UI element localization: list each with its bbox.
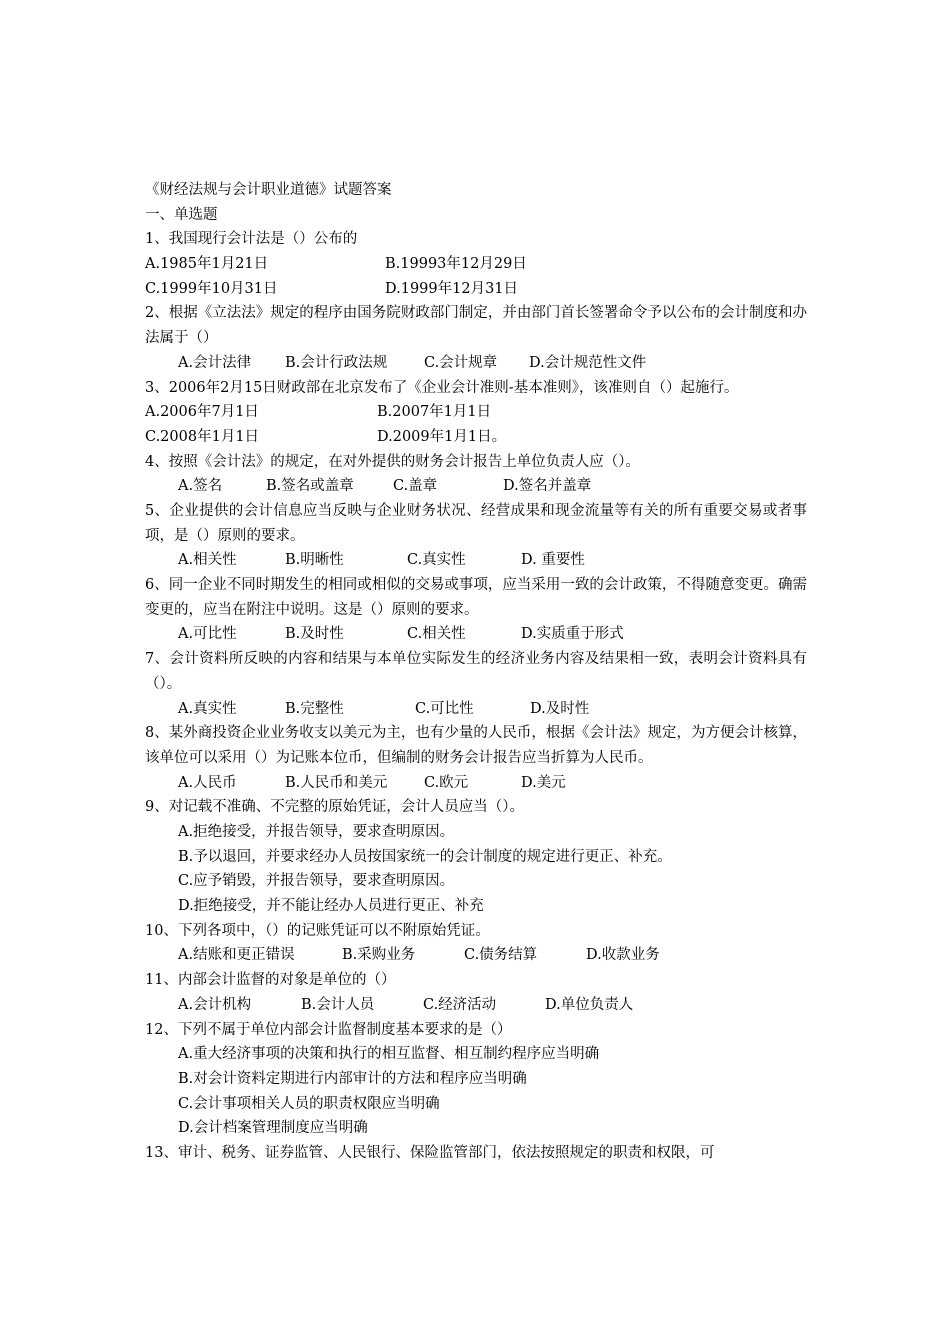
q7-option-a: A.真实性 <box>178 700 237 717</box>
question-1-options-row2 <box>145 277 807 302</box>
question-5-stem: 5、企业提供的会计信息应当反映与企业财务状况、经营成果和现金流量等有关的所有重要交易或者事项，是（）原则的要求。 <box>145 502 807 544</box>
q2-option-a: A.会计法律 <box>178 354 252 371</box>
q10-option-a: A.结账和更正错误 <box>178 947 295 964</box>
q8-option-d: D.美元 <box>521 774 566 791</box>
q12-option-c: C.会计事项相关人员的职责权限应当明确 <box>178 1095 440 1112</box>
q9-option-d: D.拒绝接受，并不能让经办人员进行更正、补充 <box>178 898 484 915</box>
q8-option-a: A.人民币 <box>178 774 237 791</box>
question-13-stem: 13、审计、税务、证券监管、人民银行、保险监管部门，依法按照规定的职责和权限，可 <box>145 1144 715 1161</box>
question-11-options <box>145 993 807 1018</box>
question-4-stem: 4、按照《会计法》的规定，在对外提供的财务会计报告上单位负责人应（）。 <box>145 453 640 470</box>
q8-option-c: C.欧元 <box>424 774 469 791</box>
question-5-options <box>145 548 807 573</box>
question-3-stem: 3、2006年2月15日财政部在北京发布了《企业会计准则-基本准则》，该准则自（）起施行。 <box>145 379 739 396</box>
question-11-stem: 11、内部会计监督的对象是单位的（） <box>145 972 396 989</box>
q6-option-c: C.相关性 <box>407 626 466 643</box>
q1-option-d: D.1999年12月31日 <box>385 280 519 297</box>
question-4-options <box>145 474 807 499</box>
q8-option-b: B.人民币和美元 <box>285 774 388 791</box>
question-6-stem: 6、同一企业不同时期发生的相同或相似的交易或事项，应当采用一致的会计政策，不得随意变更。确需变更的，应当在附注中说明。这是（）原则的要求。 <box>145 577 807 618</box>
question-9-stem: 9、对记载不准确、不完整的原始凭证，会计人员应当（）。 <box>145 799 524 816</box>
q2-option-d: D.会计规范性文件 <box>529 354 647 371</box>
q1-option-a: A.1985年1月21日 <box>145 256 269 273</box>
q5-option-d: D. 重要性 <box>521 552 585 569</box>
q5-option-c: C.真实性 <box>407 552 466 569</box>
question-1-stem: 1、我国现行会计法是（）公布的 <box>145 231 358 248</box>
q1-option-c: C.1999年10月31日 <box>145 280 278 297</box>
q3-option-b: B.2007年1月1日 <box>377 404 492 421</box>
q12-option-b: B.对会计资料定期进行内部审计的方法和程序应当明确 <box>178 1070 527 1087</box>
doc-title: 《财经法规与会计职业道德》试题答案 <box>145 182 392 198</box>
question-3-options-row1 <box>145 400 807 425</box>
question-6-options <box>145 622 807 647</box>
q4-option-d: D.签名并盖章 <box>503 478 592 495</box>
q1-option-b: B.19993年12月29日 <box>385 256 527 273</box>
q3-option-c: C.2008年1月1日 <box>145 428 260 445</box>
q6-option-a: A.可比性 <box>178 626 237 643</box>
q5-option-a: A.相关性 <box>178 552 237 569</box>
question-2-options <box>145 351 807 376</box>
q6-option-b: B.及时性 <box>285 626 344 643</box>
q9-option-b: B.予以退回，并要求经办人员按国家统一的会计制度的规定进行更正、补充。 <box>178 848 672 865</box>
q9-option-c: C.应予销毁，并报告领导，要求查明原因。 <box>178 873 455 890</box>
question-1-options-row1 <box>145 252 807 277</box>
q12-option-d: D.会计档案管理制度应当明确 <box>178 1120 368 1137</box>
q7-option-b: B.完整性 <box>285 700 344 717</box>
q10-option-c: C.债务结算 <box>464 947 538 964</box>
q11-option-a: A.会计机构 <box>178 996 252 1013</box>
q6-option-d: D.实质重于形式 <box>521 626 624 643</box>
q3-option-d: D.2009年1月1日。 <box>377 428 507 445</box>
q4-option-a: A.签名 <box>178 478 223 495</box>
question-8-stem: 8、某外商投资企业业务收支以美元为主，也有少量的人民币，根据《会计法》规定，为方便会计核算，该单位可以采用（）为记账本位币，但编制的财务会计报告应当折算为人民币。 <box>145 725 807 766</box>
document-body <box>145 178 807 1166</box>
question-8-options <box>145 771 807 796</box>
q10-option-d: D.收款业务 <box>586 947 660 964</box>
q4-option-b: B.签名或盖章 <box>266 478 354 495</box>
q10-option-b: B.采购业务 <box>342 947 416 964</box>
question-10-options <box>145 943 807 968</box>
q7-option-c: C.可比性 <box>415 700 474 717</box>
section-heading: 一、单选题 <box>145 206 218 223</box>
q5-option-b: B.明晰性 <box>285 552 344 569</box>
question-3-options-row2 <box>145 425 807 450</box>
q2-option-c: C.会计规章 <box>424 354 498 371</box>
q4-option-c: C.盖章 <box>393 478 438 495</box>
question-7-options <box>145 697 807 722</box>
question-2-stem: 2、根据《立法法》规定的程序由国务院财政部门制定，并由部门首长签署命令予以公布的会计制度和办法属于（） <box>145 305 807 347</box>
q9-option-a: A.拒绝接受，并报告领导，要求查明原因。 <box>178 824 455 841</box>
q11-option-c: C.经济活动 <box>423 996 497 1013</box>
q7-option-d: D.及时性 <box>530 700 590 717</box>
q12-option-a: A.重大经济事项的决策和执行的相互监督、相互制约程序应当明确 <box>178 1046 600 1063</box>
question-12-stem: 12、下列不属于单位内部会计监督制度基本要求的是（） <box>145 1021 512 1038</box>
q3-option-a: A.2006年7月1日 <box>145 404 259 421</box>
question-7-stem: 7、会计资料所反映的内容和结果与本单位实际发生的经济业务内容及结果相一致，表明会计资料具有（）。 <box>145 651 807 692</box>
q11-option-d: D.单位负责人 <box>545 996 634 1013</box>
q11-option-b: B.会计人员 <box>301 996 375 1013</box>
question-10-stem: 10、下列各项中，（）的记账凭证可以不附原始凭证。 <box>145 922 490 939</box>
q2-option-b: B.会计行政法规 <box>285 354 388 371</box>
